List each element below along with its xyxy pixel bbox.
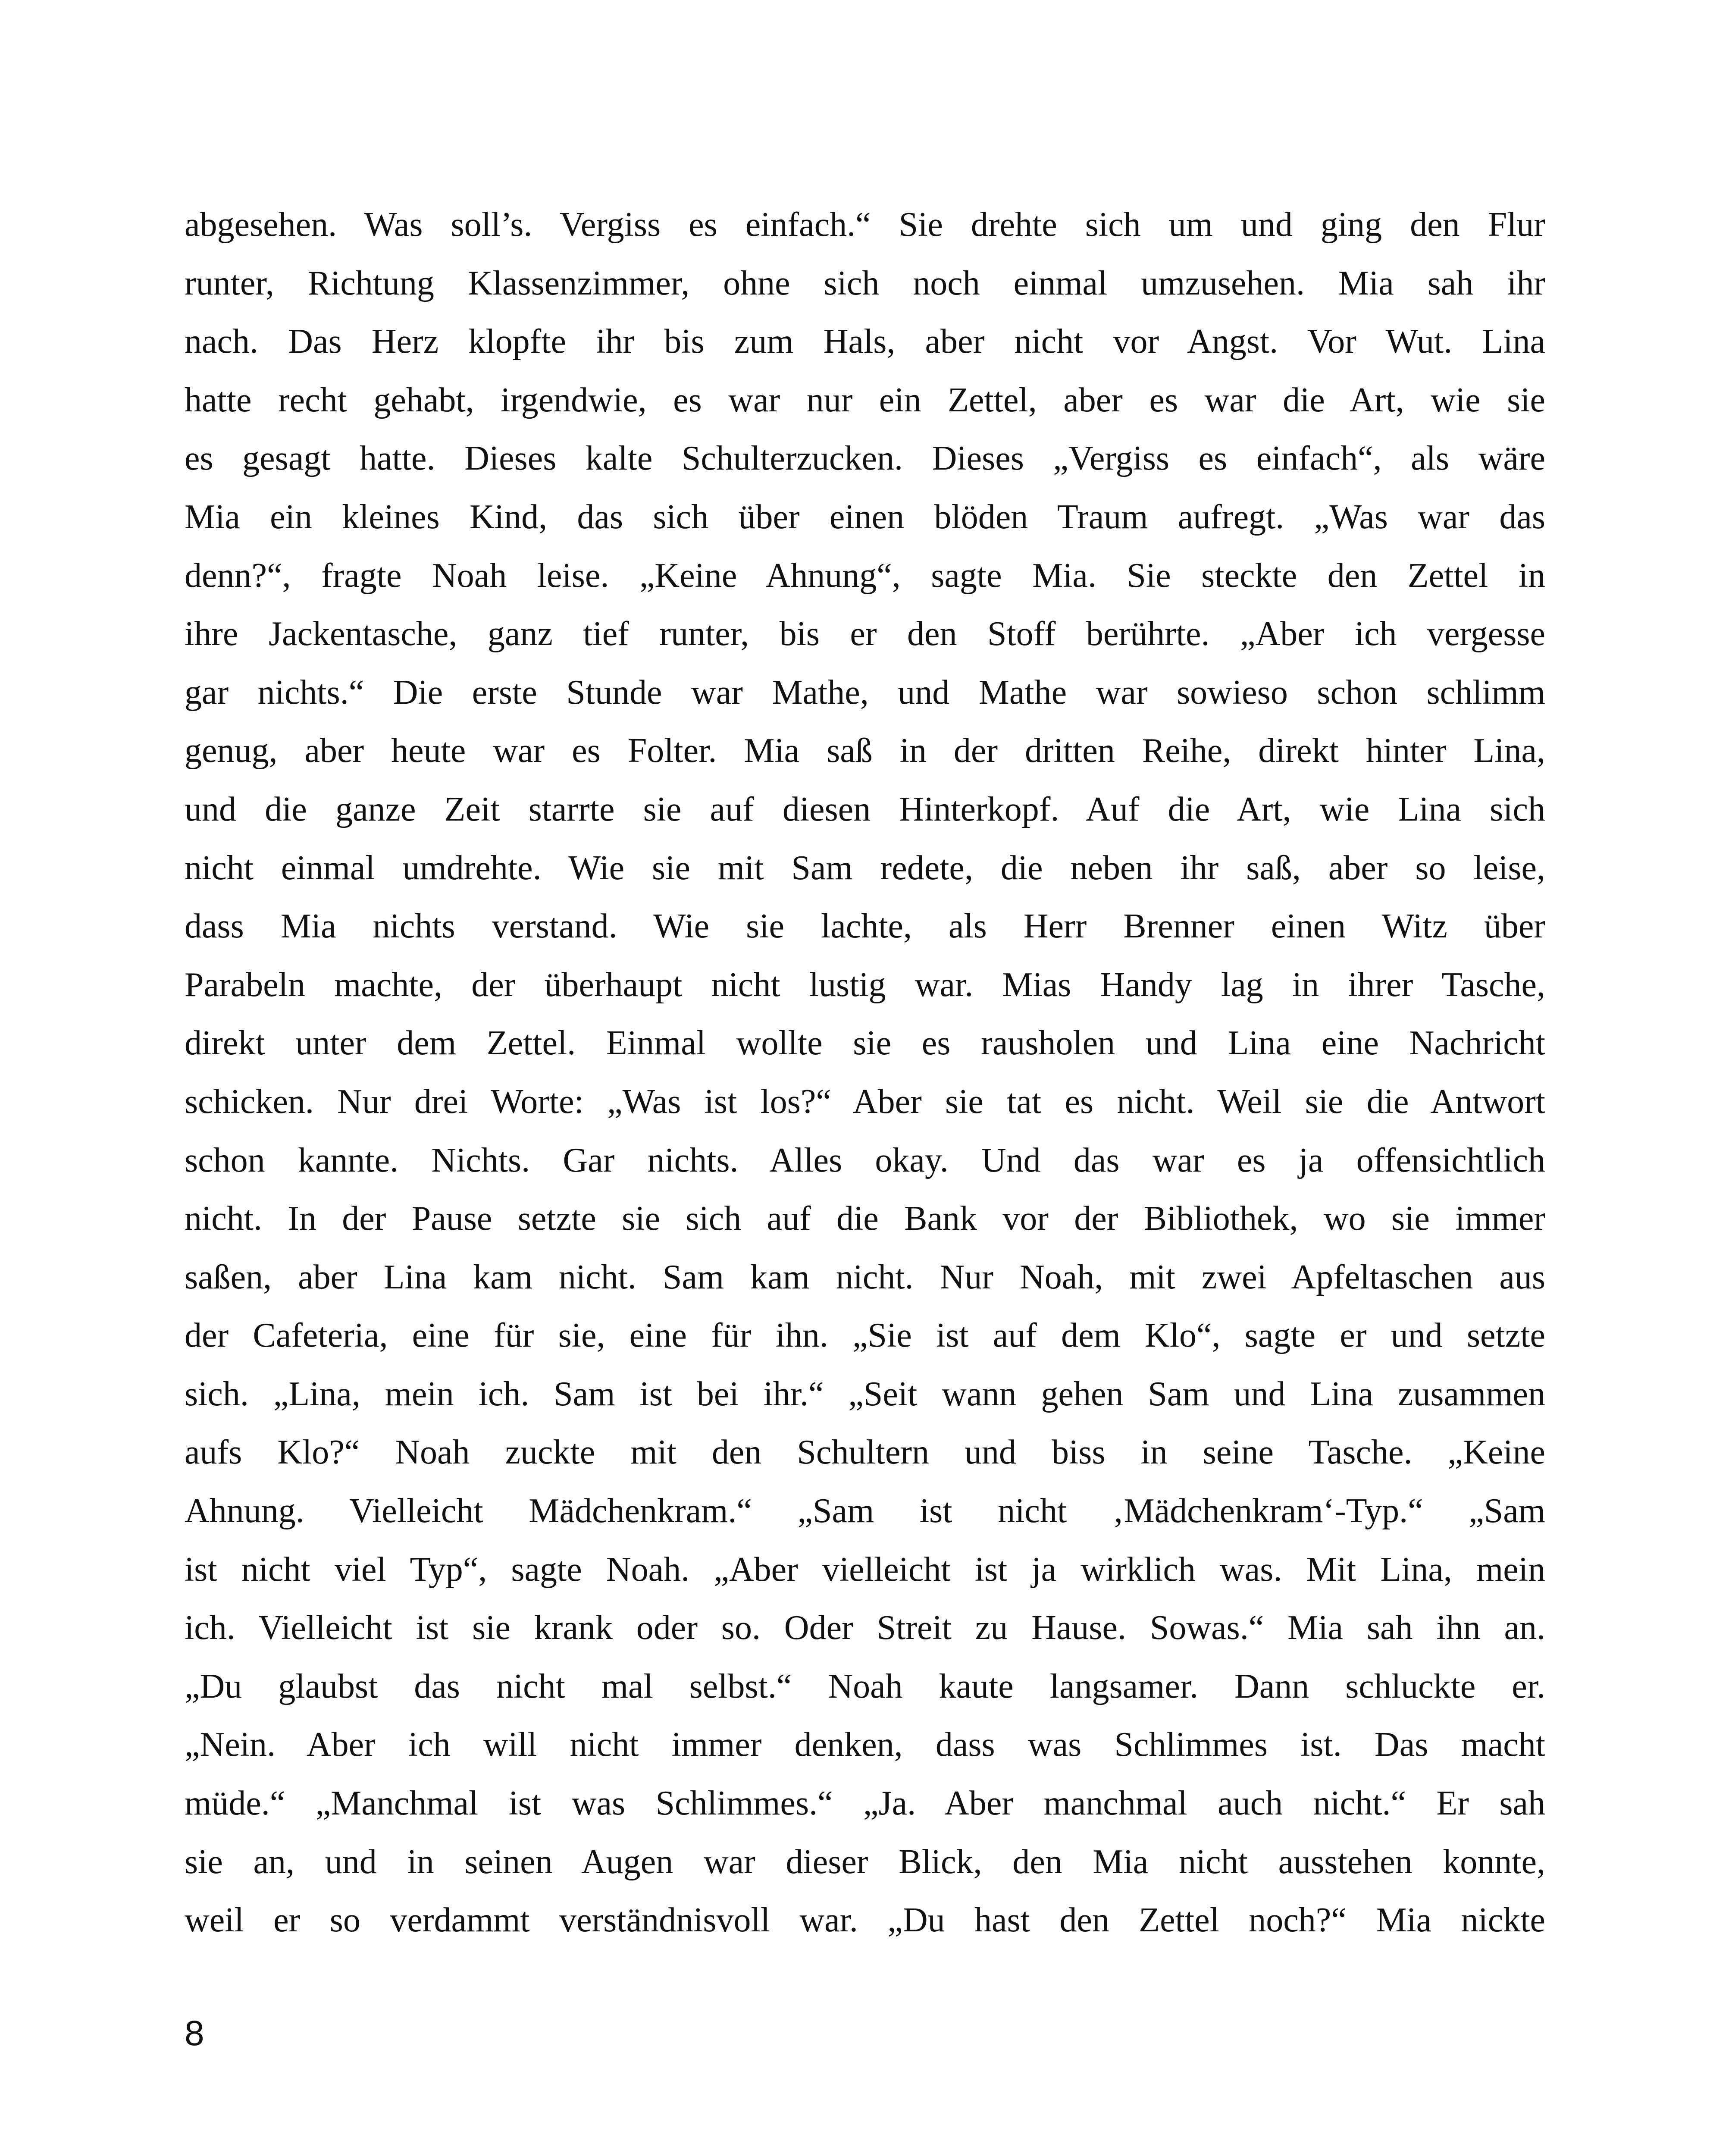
text-line: dass Mia nichts verstand. Wie sie lachte, als Herr Brenner einen Witz über bbox=[185, 907, 1545, 946]
text-line: denn?“, fragte Noah leise. „Keine Ahnung“, sagte Mia. Sie steckte den Zettel in bbox=[185, 556, 1545, 595]
text-line: nicht einmal umdrehte. Wie sie mit Sam redete, die neben ihr saß, aber so leise, bbox=[185, 849, 1545, 887]
text-line: nach. Das Herz klopfte ihr bis zum Hals, aber nicht vor Angst. Vor Wut. Lina bbox=[185, 323, 1545, 361]
text-line: schon kannte. Nichts. Gar nichts. Alles okay. Und das war es ja offensichtlich bbox=[185, 1141, 1545, 1179]
text-line: Ahnung. Vielleicht Mädchenkram.“ „Sam ist nicht ‚Mädchenkram‘-Typ.“ „Sam bbox=[185, 1492, 1545, 1530]
text-line: Parabeln machte, der überhaupt nicht lustig war. Mias Handy lag in ihrer Tasche, bbox=[185, 965, 1545, 1004]
text-line: weil er so verdammt verständnisvoll war. „Du hast den Zettel noch?“ Mia nickte bbox=[185, 1901, 1545, 1940]
text-line: ist nicht viel Typ“, sagte Noah. „Aber vielleicht ist ja wirklich was. Mit Lina, mein bbox=[185, 1550, 1545, 1589]
text-line: ich. Vielleicht ist sie krank oder so. Oder Streit zu Hause. Sowas.“ Mia sah ihn an. bbox=[185, 1609, 1545, 1647]
text-line: gar nichts.“ Die erste Stunde war Mathe, und Mathe war sowieso schon schlimm bbox=[185, 673, 1545, 711]
text-line: sie an, und in seinen Augen war dieser Blick, den Mia nicht ausstehen konnte, bbox=[185, 1843, 1545, 1881]
text-line: ihre Jackentasche, ganz tief runter, bis er den Stoff berührte. „Aber ich vergesse bbox=[185, 615, 1545, 653]
text-line: „Nein. Aber ich will nicht immer denken, dass was Schlimmes ist. Das macht bbox=[185, 1726, 1545, 1764]
text-line: abgesehen. Was soll’s. Vergiss es einfach.“ Sie drehte sich um und ging den Flur bbox=[185, 206, 1545, 244]
text-line: „Du glaubst das nicht mal selbst.“ Noah kaute langsamer. Dann schluckte er. bbox=[185, 1667, 1545, 1705]
text-line: genug, aber heute war es Folter. Mia saß in der dritten Reihe, direkt hinter Lina, bbox=[185, 732, 1545, 770]
text-line: direkt unter dem Zettel. Einmal wollte sie es rausholen und Lina eine Nachricht bbox=[185, 1024, 1545, 1062]
text-line: schicken. Nur drei Worte: „Was ist los?“ Aber sie tat es nicht. Weil sie die Antwort bbox=[185, 1082, 1545, 1121]
text-line: der Cafeteria, eine für sie, eine für ihn. „Sie ist auf dem Klo“, sagte er und setzte bbox=[185, 1316, 1545, 1355]
text-line: es gesagt hatte. Dieses kalte Schulterzucken. Dieses „Vergiss es einfach“, als wäre bbox=[185, 439, 1545, 478]
text-line: Mia ein kleines Kind, das sich über einen blöden Traum aufregt. „Was war das bbox=[185, 498, 1545, 536]
text-line: hatte recht gehabt, irgendwie, es war nur ein Zettel, aber es war die Art, wie sie bbox=[185, 381, 1545, 419]
text-line: müde.“ „Manchmal ist was Schlimmes.“ „Ja. Aber manchmal auch nicht.“ Er sah bbox=[185, 1784, 1545, 1823]
text-line: aufs Klo?“ Noah zuckte mit den Schultern und biss in seine Tasche. „Keine bbox=[185, 1433, 1545, 1472]
page-number: 8 bbox=[185, 2014, 204, 2053]
text-line: sich. „Lina, mein ich. Sam ist bei ihr.“ „Seit wann gehen Sam und Lina zusammen bbox=[185, 1375, 1545, 1413]
text-line: nicht. In der Pause setzte sie sich auf die Bank vor der Bibliothek, wo sie immer bbox=[185, 1200, 1545, 1238]
body-text bbox=[185, 196, 1545, 1950]
text-line: runter, Richtung Klassenzimmer, ohne sich noch einmal umzusehen. Mia sah ihr bbox=[185, 264, 1545, 302]
text-line: und die ganze Zeit starrte sie auf diesen Hinterkopf. Auf die Art, wie Lina sich bbox=[185, 790, 1545, 828]
text-line: saßen, aber Lina kam nicht. Sam kam nicht. Nur Noah, mit zwei Apfeltaschen aus bbox=[185, 1258, 1545, 1296]
